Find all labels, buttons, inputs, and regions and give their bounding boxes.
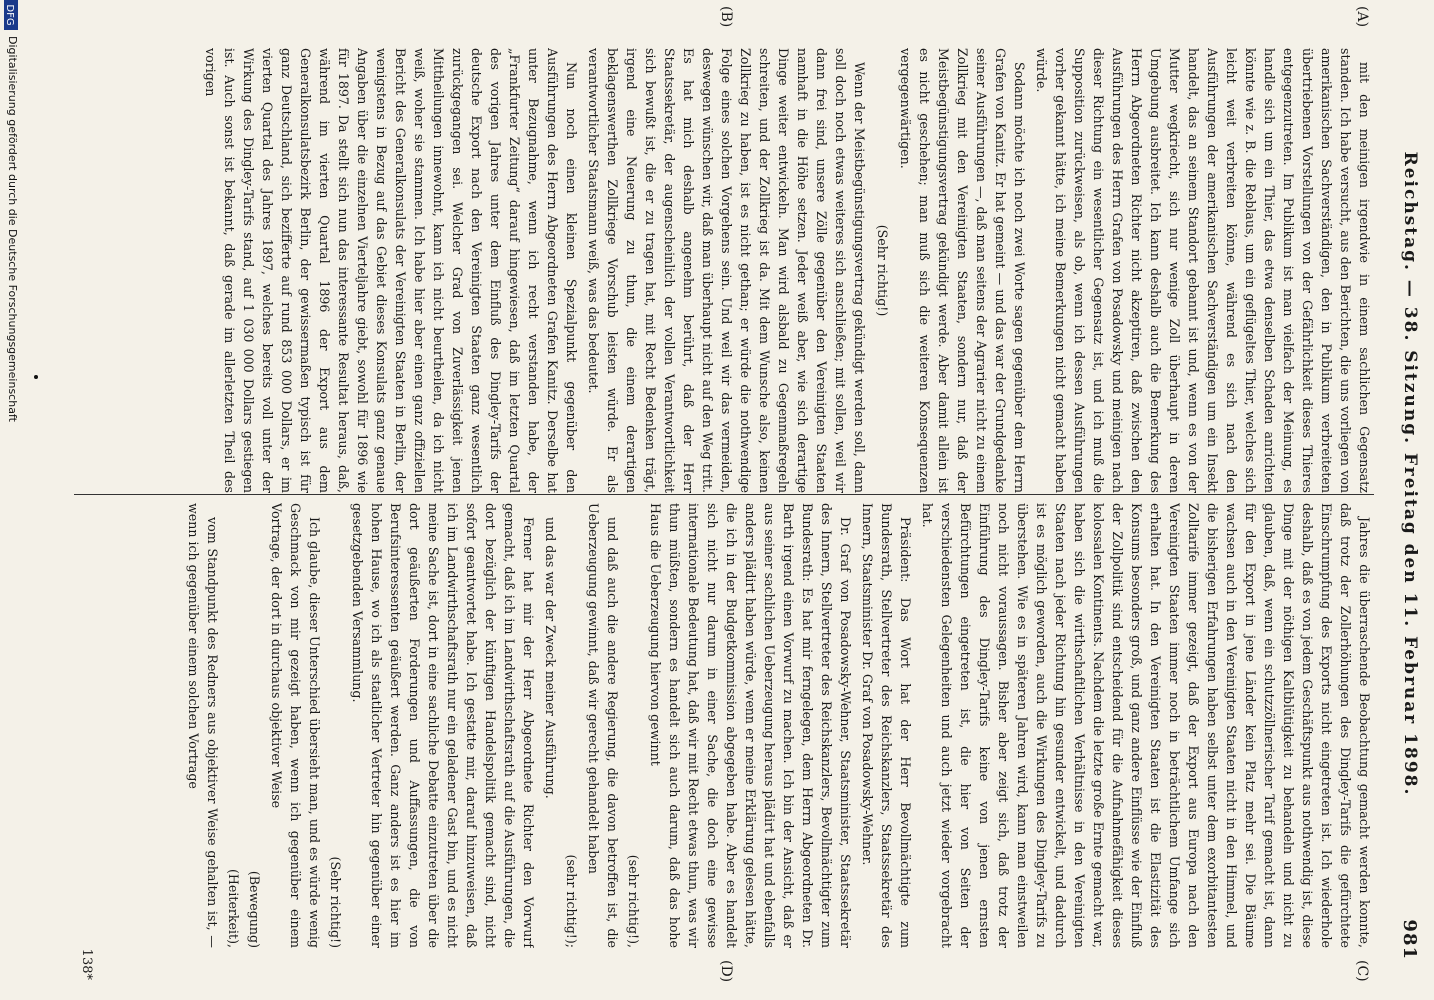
scan-speck (34, 375, 38, 379)
left-column (74, 48, 1374, 493)
digitization-footer (4, 0, 24, 1000)
page-title: Reichstag. — 38. Sitzung. Freitag den 11. Februar 1898. (1400, 151, 1420, 797)
running-head (1386, 48, 1420, 960)
digitization-credit: Digitalisierung gefördert durch die Deutsche Forschungsgemeinschaft (6, 36, 19, 422)
paragraph: mit den meinigen irgendwie in einem sachlichen Gegensatz standen. Ich habe versucht, aus den Berichten, die uns vorliegen von amerikanischen Sachverständigen, den in Publikum verbreiteten übertriebenen Vorstellungen von der Gefährlichkeit dieses Thieres entgegenzutreten. Im Publikum ist man vielfach der Meinung, es handle sich um ein Thier, das etwa denselben Schaden anrichten könnte wie z. B. die Reblaus, um ein geflügeltes Thier, welches sich leicht weit verbreiten könne, während es sich nach den Ausführungen der amerikanischen Sachverständigen um ein Insekt handelt, das an seinem Standort gebannt ist und, wenn es von der Mutter wegkriecht, sich nur wenige Zoll überhaupt in deren Umgebung ausbreitet. Ich kann deshalb auch die Bemerkung des Herrn Abgeordneten Richter nicht akzeptiren, daß zwischen den Ausführungen des Herrn Grafen von Posadowsky und meinigen nach dieser Richtung ein wesentlicher Gegensatz ist, und ich muß die Supposition zurückweisen, als ob, wenn ich dessen Ausführungen vorher gekannt hätte, ich meine Bemerkungen nicht gemacht haben würde. (1034, 48, 1372, 493)
interjection: (Bewegung) (247, 870, 262, 948)
interjection: (sehr richtig!); (564, 854, 579, 948)
paragraph: Ferner hat mir der Herr Abgeordnete Richter den Vorwurf gemacht, daß ich im Landwirthschaftsrath auf die Ausführungen, die dort bezüglich der künftigen Handelspolitik gemacht sind, nicht sofort geantwortet habe. Ich gestatte mir, darauf hinzuweisen, daß ich im Landwirthschaftsrath nur ein geladener Gast bin, und es nicht meine Sache ist, dort in eine sachliche Debatte einzutreten über die dort geäußerten Forderungen und Auffassungen, die von Berufsinteressenten geäußert werden. Ganz anders ist es hier im hohen Hause, wo ich als staatlicher Vertreter hin gegenüber einer gesetzgebenden Versammlung. (350, 503, 536, 948)
interjection: (sehr richtig!), (626, 854, 641, 948)
margin-marker-b: (B) (718, 6, 734, 28)
paragraph: Wenn der Meistbegünstigungsvertrag gekündigt werden soll, dann soll doch noch etwas weiteres sich anschließen; mit sollen, weil wir dann frei sind, unsere Zölle gegenüber den Vereinigten Staaten namhaft in die Höhe setzen. Jeder weiß aber, wie sich derartige Dinge weiter entwickeln. Man wird alsbald zu Gegenmaßregeln schreiten, und der Zollkrieg ist da. Mit dem Wunsche also, keinen Zollkrieg zu haben, ist es nicht gethan; er würde die nothwendige Folge eines solchen Vorgehens sein. Und weil wir das vermeiden, deswegen wünschen wir, daß man überhaupt nicht auf den Weg tritt. Es hat mich deshalb angenehm berührt, daß der Herr Staatssekretär, der augenscheinlich der vollen Verantwortlichkeit sich bewußt ist, die er zu tragen hat, mit Recht Bedenken trägt, irgend eine Neuerung zu thun, die einem derartigen beklagenswerthen Zollkriege Vorschub leisten würde. Er als verantwortlicher Staatsmann weiß, was das bedeutet. (586, 48, 867, 493)
page-number: 981 (1399, 919, 1420, 960)
margin-marker-d: (D) (718, 960, 734, 983)
paragraph: Ich glaube, dieser Unterschied übersieht man, und es würde wenig Geschmack von mir gezeigt haben, wenn ich gegenüber einem Vortrage, der dort in durchaus objektiver Weise (269, 503, 322, 948)
signature-mark: 138* (79, 948, 94, 980)
dfg-logo-text: DFG (4, 4, 15, 26)
paragraph: Jahres die überraschende Beobachtung gemacht werden konnte, daß trotz der Zollerhöhungen des Dingley-Tarifs die gefürchtete Einschrumpfung des Exports nicht eingetreten ist. Ich wiederhole deshalb, daß es von jedem Geschäftspunkt aus nothwendig ist, diese Dinge mit der nöthigen Kaltblütigkeit zu behandeln und nicht zu glauben, daß, wenn ein schutzzöllnerischer Tarif gemacht ist, dann für den Export in jene Länder kein Platz mehr sei. Die Bäume wachsen auch in den Vereinigten Staaten nicht in den Himmel, und die bisherigen Erfahrungen haben selbst unter dem exorbitantesten Zolltarife immer gezeigt, daß der Export aus Europa nach den Vereinigten Staaten immer noch in beträchtlichem Umfange sich erhalten hat. In den Vereinigten Staaten ist die Elastizität des Konsums besonders groß, und ganz andere Einflüsse wie der Einfluß der Zollpolitik sind entscheidend für die Aufnahmefähigkeit dieses kolossalen Kontinents. Nachdem die letzte große Ernte gemacht war, haben sich die wirthschaftlichen Verhältnisse in den Vereinigten Staaten nach jeder Richtung hin gesunder entwickelt, und dadurch ist es möglich geworden, auch die Wirkungen des Dingley-Tarifs zu überstehen. Wie es in späteren Jahren wird, kann man einstweilen noch nicht voraussagen. Bisher aber zeigt sich, daß trotz der Einführung des Dingley-Tarifs keine von jenen ernsten Befürchtungen eingetreten ist, die hier von Seiten der verschiedensten Gelegenheiten und auch jetzt wieder vorgebracht hat. (920, 503, 1372, 948)
paragraph: Dr. Graf von Posadowsky-Wehner, Staatsminister, Staatssekretär des Innern, Stellvertreter des Reichskanzlers, Bevollmächtigter zum Bundesrath: Es hat mir ferngelegen, dem Herrn Abgeordneten Dr. Barth irgend einen Vorwurf zu machen. Ich bin der Ansicht, daß er aus seiner sachlichen Ueberzeugung heraus plädirt hat und ebenfalls anders plädirt haben würde, wenn er meine Erklärung gelesen hätte, die ich in der Budgetkommission abgegeben habe. Aber es handelt sich nicht nur darum in einer Sache, die doch eine gewisse internationale Bedeutung hat, daß wir mit Recht etwas thun, was wir thun müßten, sondern es handelt sich auch darum, daß das hohe Haus die Ueberzeugung hiervon gewinnt (648, 503, 853, 948)
interjection: (Sehr richtig!) (328, 856, 343, 948)
interjection: (Heiterkeit), (226, 869, 241, 948)
paragraph: Nun noch einen kleinen Spezialpunkt gegenüber den Ausführungen des Herrn Abgeordneten Grafen Kanitz. Derselbe hat unter Bezugnahme, wenn ich recht verstanden habe, der „Frankfurter Zeitung“ darauf hingewiesen, daß im letzten Quartal des vorigen Jahres unter dem Einfluß des Dingley-Tarifs der deutsche Export nach den Vereinigten Staaten ganz wesentlich zurückgegangen sei. Welcher Grad von Zuverlässigkeit jenen Mittheilungen innewohnt, kann ich nicht beurtheilen, da ich nicht weiß, woher sie stammen. Ich habe hier aber einen ganz offiziellen Bericht des Generalkonsulats der Vereinigten Staaten in Berlin, der wenigstens in Bezug auf das Gebiet dieses Konsulats ganz genaue Angaben über die einzelnen Vierteljahre giebt, sowohl für 1896 wie für 1897. Da stellt sich nun das interessante Resultat heraus, daß, während im vierten Quartal 1896 der Export aus dem Generalkonsulatsbezirk Berlin, der gewissermaßen typisch ist für ganz Deutschland, sich bezifferte auf rund 853 000 Dollars, er im vierten Quartal des Jahres 1897, welches bereits voll unter der Wirkung des Dingley-Tarifs stand, auf 1 030 000 Dollars gestiegen ist. Auch sonst ist bekannt, daß gerade im allerletzten Theil des vorigen (203, 48, 579, 493)
paragraph: und daß auch die andere Regierung, die davon betroffen ist, die Ueberzeugung gewinnt, daß wir gerecht gehandelt haben (586, 503, 620, 948)
margin-marker-a: (A) (1354, 6, 1370, 28)
dfg-logo-icon (4, 0, 18, 30)
paragraph: Sodann möchte ich noch zwei Worte sagen gegenüber dem Herrn Grafen von Kanitz. Er hat gemeint — und das war der Grundgedanke seiner Ausführungen —, daß man seitens der Agrarier nicht zu einem Zollkrieg mit den Vereinigten Staaten, sondern nur, daß der Meistbegünstigungsvertrag gekündigt werde. Aber damit allein ist es nicht geschehen; man muß sich die weiteren Konsequenzen vergegenwärtigen. (898, 48, 1027, 493)
paragraph: Präsident: Das Wort hat der Herr Bevollmächtigte zum Bundesrath, Stellvertreter des Reichskanzlers, Staatssekretär des Innern, Staatsminister Dr. Graf von Posadowsky-Wehner. (860, 503, 913, 948)
margin-marker-c: (C) (1354, 960, 1370, 982)
interjection: (Sehr richtig!) (875, 224, 890, 317)
paragraph: vom Standpunkt des Redners aus objektiver Weise gehalten ist, — wenn ich gegenüber einem solchen Vortrage (186, 503, 220, 948)
paragraph: und das war der Zweck meiner Ausführung. (543, 517, 558, 799)
right-column (74, 503, 1374, 948)
column-rule (74, 494, 1374, 495)
